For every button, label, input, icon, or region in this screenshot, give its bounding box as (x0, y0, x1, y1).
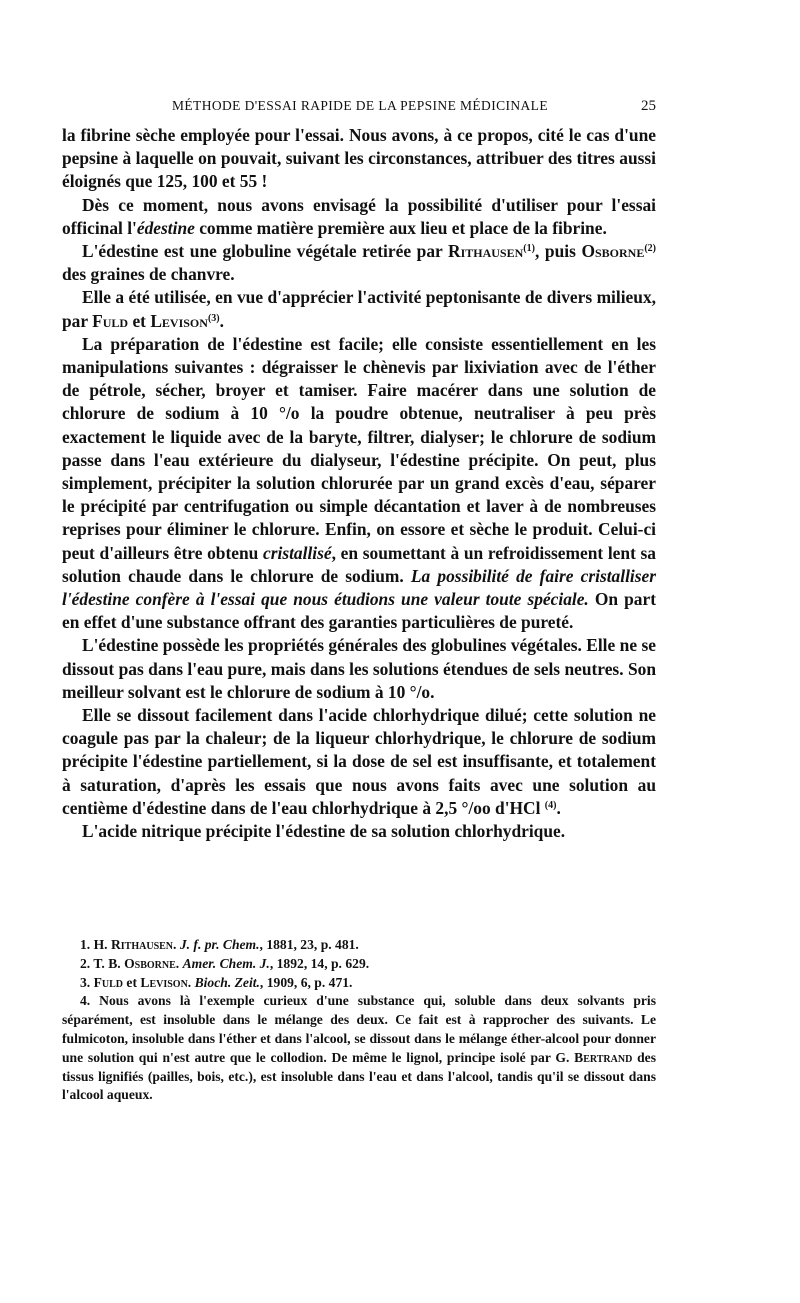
footnote-ref-4[interactable]: (4) (544, 799, 557, 811)
footnote-2: 2. T. B. Osborne. Amer. Chem. J., 1892, 14, p. 629. (80, 955, 370, 971)
author-name: Levison (150, 310, 208, 331)
paragraph-4: Elle a été utilisée, en vue d'apprécier l'activité peptonisante de divers milieux, par Fuld et Levison$^{(3)}$. (62, 287, 656, 331)
paragraph-8: L'acide nitrique précipite l'édestine de sa solution chlorhydrique. (82, 821, 566, 842)
paragraph-6: L'édestine possède les propriétés générales des globulines végétales. Elle ne se dissout pas dans l'eau pure, mais dans les solutions étendues de sels neutres. Son meilleur solvant est le chlorure de sodium à 10 °/o. (62, 635, 656, 702)
author-name: Fuld (92, 310, 129, 331)
term-edestine: édestine (136, 217, 195, 238)
page-number: 25 (641, 98, 656, 114)
footnotes (62, 936, 656, 1105)
main-text (62, 124, 656, 843)
emphasis-cristallise: cristallisé (263, 542, 332, 563)
running-title: MÉTHODE D'ESSAI RAPIDE DE LA PEPSINE MÉDICINALE (172, 98, 548, 113)
author-name: Rithausen (448, 241, 524, 262)
paragraph-1: la fibrine sèche employée pour l'essai. Nous avons, à ce propos, cité le cas d'une pepsine à laquelle on pouvait, suivant les circonstances, attribuer des titres aussi éloignés que 125, 100 et 55 ! (62, 125, 656, 192)
paragraph-7: Elle se dissout facilement dans l'acide chlorhydrique dilué; cette solution ne coagule pas par la chaleur; de la liqueur chlorhydrique, le chlorure de sodium précipite l'édestine partiellement, si la dose de sel est insuffisante, et totalement à saturation, d'après les essais que nous avons faits avec une solution au centième d'édestine dans de l'eau chlorhydrique à 2,5 °/oo d'HCl $^{(4)}$. (62, 705, 656, 818)
paragraph-5: La préparation de l'édestine est facile; elle consiste essentiellement en les manipulations suivantes : dégraisser le chènevis par lixiviation avec de l'éther de pétrole, sécher, broyer et tamiser. Faire macérer dans une solution de chlorure de sodium à 10 °/o la poudre obtenue, neutraliser à peu près exactement le liquide avec de la baryte, filtrer, dialyser; le chlorure de sodium passe dans l'eau extérieure du dialyseur, l'édestine précipite. On peut, plus simplement, précipiter la solution chlorurée par un grand excès d'eau, séparer le précipité par centrifugation ou simple décantation et laver à de nombreuses reprises pour éliminer le chlorure. Enfin, on essore et sèche le produit. Celui-ci peut d'ailleurs être obtenu cristallisé, en soumettant à un refroidissement lent sa solution chaude dans le chlorure de sodium. La possibilité de faire cristalliser l'édestine confère à l'essai que nous étudions une valeur toute spéciale. On part en effet d'une substance offrant des garanties particulières de pureté. (62, 333, 657, 633)
footnote-3: 3. Fuld et Levison. Bioch. Zeit., 1909, 6, p. 471. (80, 974, 353, 990)
paragraph-2: Dès ce moment, nous avons envisagé la possibilité d'utiliser pour l'essai officinal l'édestine comme matière première aux lieu et place de la fibrine. (62, 194, 656, 238)
footnote-ref-3[interactable]: (3) (207, 312, 220, 324)
author-name: Osborne (581, 241, 645, 262)
emphasis-sentence: La possibilité de faire cristalliser l'édestine confère à l'essai que nous étudions une valeur toute spéciale. (62, 565, 656, 610)
footnote-ref-1[interactable]: (1) (523, 243, 535, 255)
footnote-4: 4. Nous avons là l'exemple curieux d'une substance qui, soluble dans deux solvants pris séparément, est insoluble dans le mélange des deux. Ce fait est à rapprocher des suivants. Le fulmicoton, insoluble dans l'éther et dans l'alcool, se dissout dans le mélange éther-alcool pour donner une solution qui n'est autre que le collodion. De même le lignol, principe isolé par G. Bertrand des tissus lignifiés (pailles, bois, etc.), est insoluble dans l'eau et dans l'alcool, tandis qu'il se dissout dans l'alcool aqueux. (62, 993, 656, 1103)
paragraph-3: L'édestine est une globuline végétale retirée par Rithausen$^{(1)}$, puis Osborne$^{(2)}$ des graines de chanvre. (62, 241, 656, 285)
page-header (62, 98, 656, 118)
footnote-ref-2[interactable]: (2) (644, 243, 656, 255)
footnote-1: 1. H. Rithausen. J. f. pr. Chem., 1881, 23, p. 481. (80, 937, 359, 952)
